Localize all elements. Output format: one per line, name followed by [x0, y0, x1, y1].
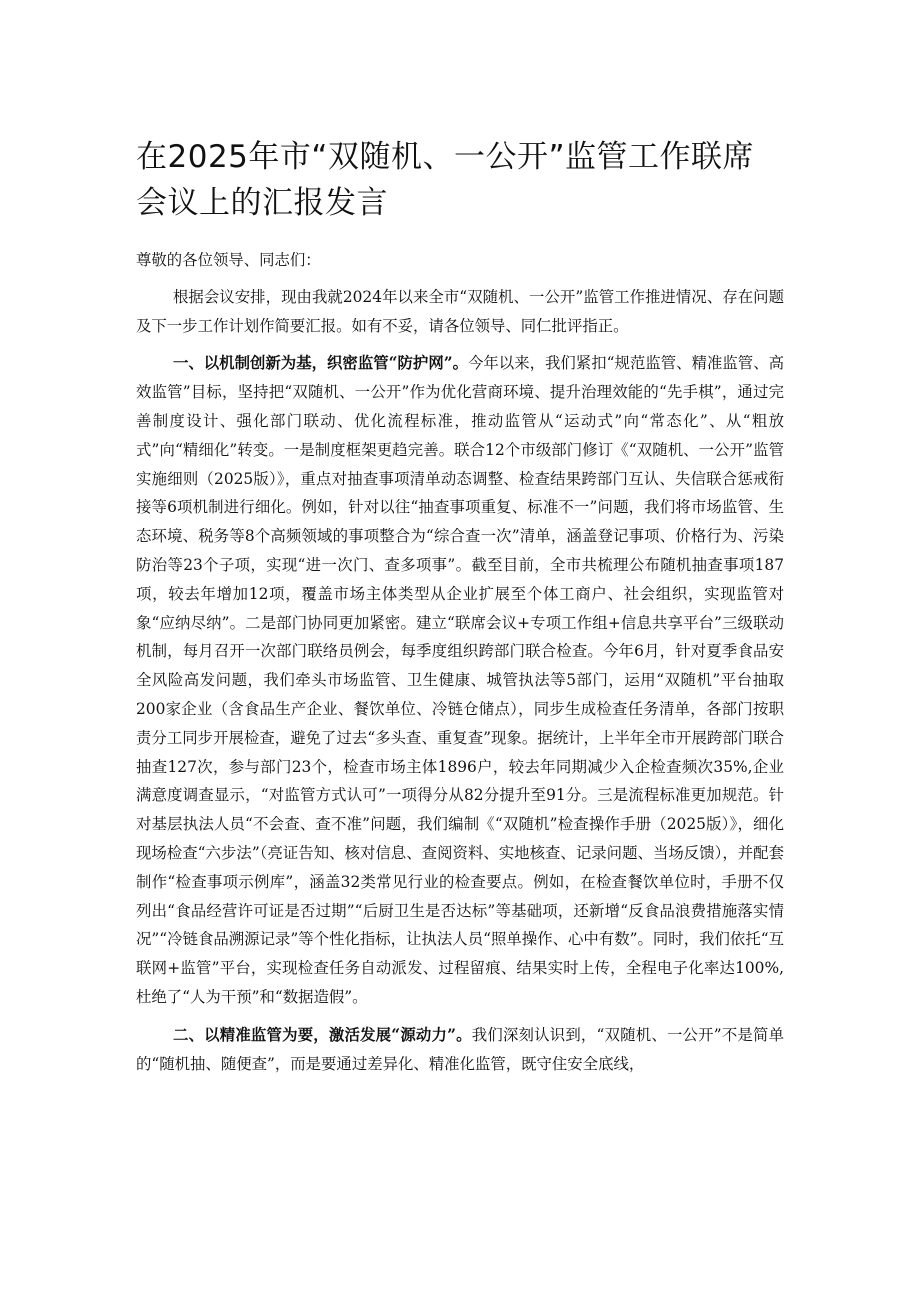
- section-1-text: 今年以来，我们紧扣“规范监管、精准监管、高效监管”目标，坚持把“双随机、一公开”作为优化营商环境、提升治理效能的“先手棋”，通过完善制度设计、强化部门联动、优化流程标准，推动监管从“运动式”向“常态化”、从“粗放式”向“精细化”转变。一是制度框架更趋完善。联合12个市级部门修订《“双随机、一公开”监管实施细则（2025版）》，重点对抽查事项清单动态调整、检查结果跨部门互认、失信联合惩戒衔接等6项机制进行细化。例如，针对以往“抽查事项重复、标准不一”问题，我们将市场监管、生态环境、税务等8个高频领域的事项整合为“综合查一次”清单，涵盖登记事项、价格行为、污染防治等23个子项，实现“进一次门、查多项事”。截至目前，全市共梳理公布随机抽查事项187项，较去年增加12项，覆盖市场主体类型从企业扩展至个体工商户、社会组织，实现监管对象“应纳尽纳”。二是部门协同更加紧密。建立“联席会议+专项工作组+信息共享平台”三级联动机制，每月召开一次部门联络员例会，每季度组织跨部门联合检查。今年6月，针对夏季食品安全风险高发问题，我们牵头市场监管、卫生健康、城管执法等5部门，运用“双随机”平台抽取200家企业（含食品生产企业、餐饮单位、冷链仓储点），同步生成检查任务清单，各部门按职责分工同步开展检查，避免了过去“多头查、重复查”现象。据统计，上半年全市开展跨部门联合抽查127次，参与部门23个，检查市场主体1896户，较去年同期减少入企检查频次35%,企业满意度调查显示，“对监管方式认可”一项得分从82分提升至91分。三是流程标准更加规范。针对基层执法人员“不会查、查不准”问题，我们编制《“双随机”检查操作手册（2025版）》，细化现场检查“六步法”（亮证告知、核对信息、查阅资料、实地核查、记录问题、当场反馈），并配套制作“检查事项示例库”，涵盖32类常见行业的检查要点。例如，在检查餐饮单位时，手册不仅列出“食品经营许可证是否过期”“后厨卫生是否达标”等基础项，还新增“反食品浪费措施落实情况”“冷链食品溯源记录”等个性化指标，让执法人员“照单操作、心中有数”。同时，我们依托“互联网+监管”平台，实现检查任务自动派发、过程留痕、结果实时上传，全程电子化率达100%,杜绝了“人为干预”和“数据造假”。: [136, 354, 784, 1006]
- section-1-paragraph: [136, 349, 784, 1011]
- salutation: 尊敬的各位领导、同志们：: [136, 251, 321, 269]
- section-2-paragraph: [136, 1021, 784, 1079]
- intro-paragraph: 根据会议安排，现由我就2024年以来全市“双随机、一公开”监管工作推进情况、存在问题及下一步工作计划作简要汇报。如有不妥，请各位领导、同仁批评指正。: [136, 287, 784, 335]
- section-2-heading: 二、以精准监管为要，激活发展“源动力”。: [172, 1025, 472, 1044]
- document-title: 在2025年市“双随机、一公开”监管工作联席会议上的汇报发言: [136, 139, 755, 221]
- section-1-heading: 一、以机制创新为基，织密监管“防护网”。: [172, 354, 468, 373]
- section-2-text: 我们深刻认识到，“双随机、一公开”不是简单的“随机抽、随便查”，而是要通过差异化、精准化监管，既守住安全底线，: [136, 1025, 784, 1073]
- document-body: [136, 246, 784, 1078]
